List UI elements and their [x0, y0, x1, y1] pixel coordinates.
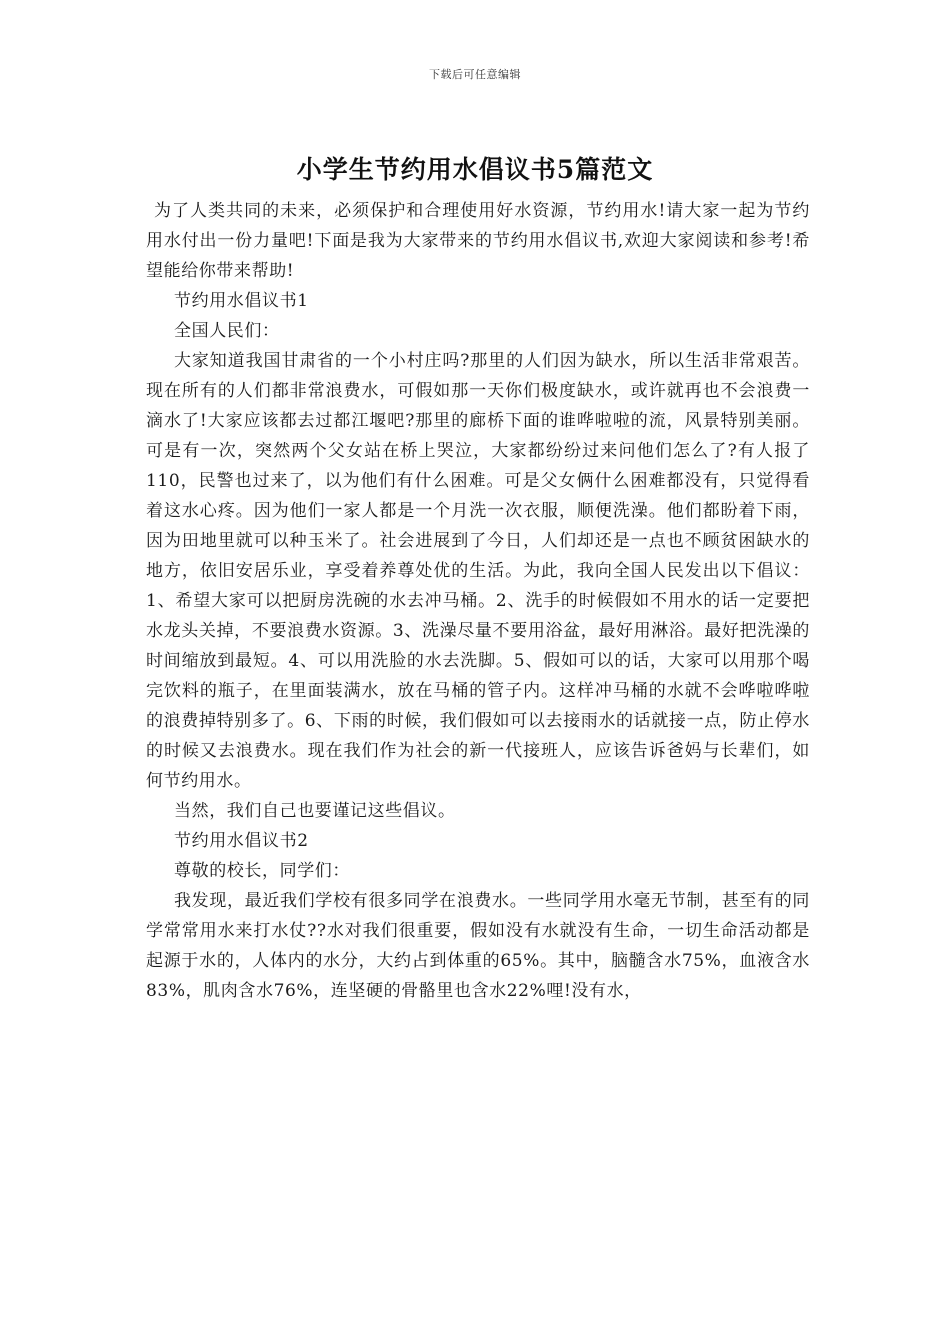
body-paragraph-2: 我发现，最近我们学校有很多同学在浪费水。一些同学用水毫无节制，甚至有的同学常常用水来打水仗??水对我们很重要，假如没有水就没有生命，一切生命活动都是起源于水的，人体内的水分，大约占到体重的65%。其中，脑髓含水75%，血液含水83%，肌肉含水76%，连坚硬的骨骼里也含水22%哩!没有水， — [146, 891, 810, 1001]
header-note: 下载后可任意编辑 — [429, 68, 521, 81]
body-paragraph-1: 大家知道我国甘肃省的一个小村庄吗?那里的人们因为缺水，所以生活非常艰苦。现在所有的人们都非常浪费水，可假如那一天你们极度缺水，或许就再也不会浪费一滴水了!大家应该都去过都江堰吧?那里的廊桥下面的谁哗啦啦的流，风景特别美丽。可是有一次，突然两个父女站在桥上哭泣，大家都纷纷过来问他们怎么了?有人报了110，民警也过来了，以为他们有什么困难。可是父女俩什么困难都没有，只觉得看着这水心疼。因为他们一家人都是一个月洗一次衣服，顺便洗澡。他们都盼着下雨，因为田地里就可以种玉米了。社会进展到了今日，人们却还是一点也不顾贫困缺水的地方，依旧安居乐业，享受着养尊处优的生活。为此，我向全国人民发出以下倡议：1、希望大家可以把厨房洗碗的水去冲马桶。2、洗手的时候假如不用水的话一定要把水龙头关掉，不要浪费水资源。3、洗澡尽量不要用浴盆，最好用淋浴。最好把洗澡的时间缩放到最短。4、可以用洗脸的水去洗脚。5、假如可以的话，大家可以用那个喝完饮料的瓶子，在里面装满水，放在马桶的管子内。这样冲马桶的水就不会哗啦哗啦的浪费掉特别多了。6、下雨的时候，我们假如可以去接雨水的话就接一点，防止停水的时候又去浪费水。现在我们作为社会的新一代接班人，应该告诉爸妈与长辈们，如何节约用水。 — [146, 351, 810, 791]
section-heading-2: 节约用水倡议书2 — [174, 831, 309, 851]
closing-line-1: 当然，我们自己也要谨记这些倡议。 — [174, 801, 456, 821]
document-title: 小学生节约用水倡议书5篇范文 — [296, 155, 654, 184]
intro-paragraph: 为了人类共同的未来，必须保护和合理使用好水资源，节约用水!请大家一起为节约用水付出一份力量吧!下面是我为大家带来的节约用水倡议书,欢迎大家阅读和参考!希望能给你带来帮助! — [146, 201, 810, 281]
salutation-2: 尊敬的校长，同学们： — [174, 861, 350, 881]
salutation-1: 全国人民们： — [174, 321, 280, 341]
section-heading-1: 节约用水倡议书1 — [174, 291, 309, 311]
document-body — [146, 196, 810, 1006]
